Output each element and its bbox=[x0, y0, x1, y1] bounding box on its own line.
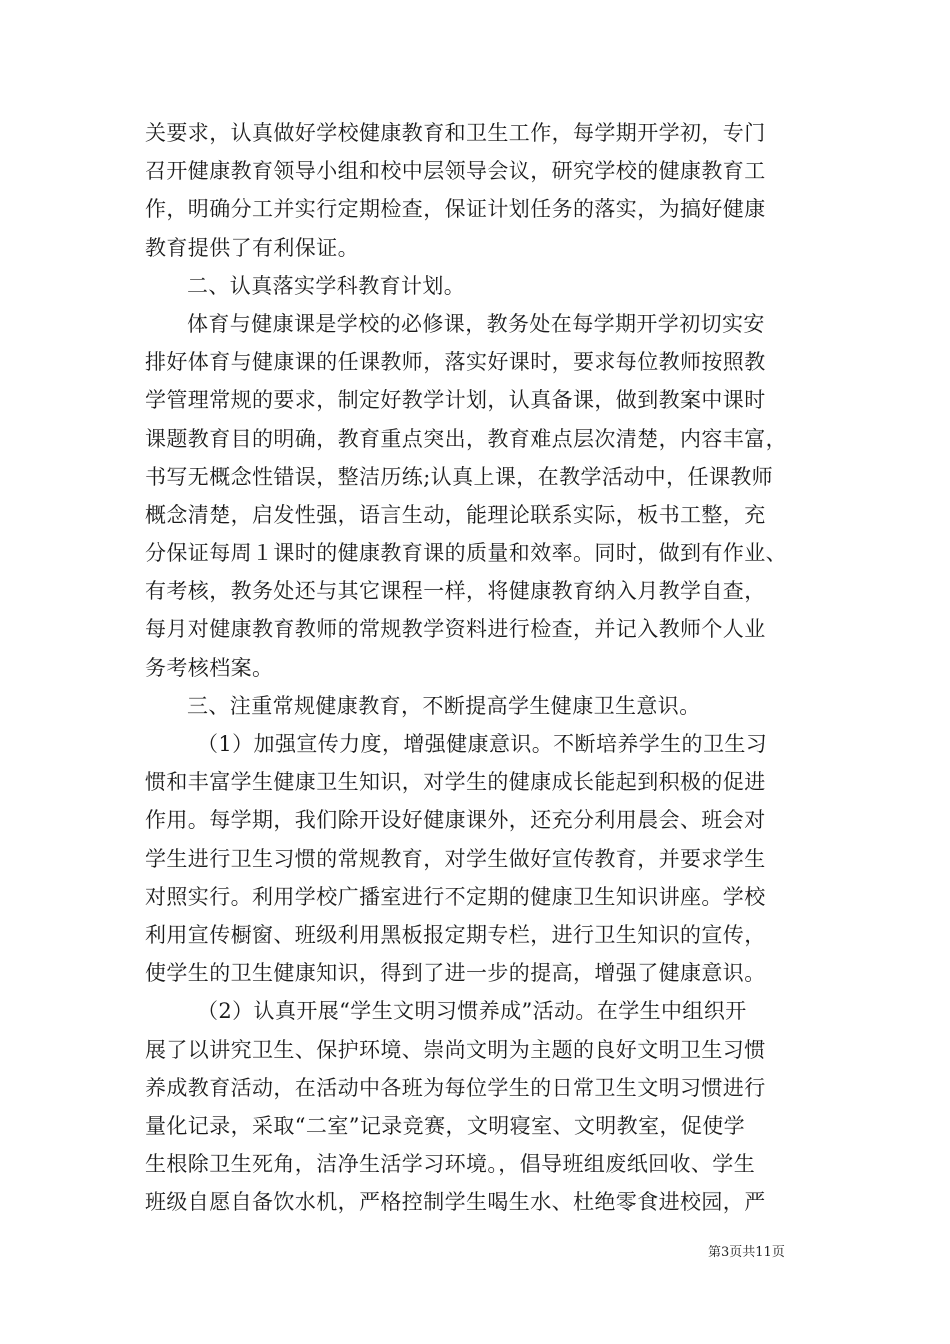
paragraph-first-line: （1）加强宣传力度，增强健康意识。不断培养学生的卫生习 bbox=[197, 732, 768, 756]
text-line: 每月对健康教育教师的常规教学资料进行检查，并记入教师个人业 bbox=[145, 617, 766, 642]
page-number: 第3页共11页 bbox=[708, 1245, 785, 1260]
text-line: 召开健康教育领导小组和校中层领导会议，研究学校的健康教育工 bbox=[145, 159, 766, 184]
text-line: 教育提供了有利保证。 bbox=[145, 235, 359, 260]
text-line: 务考核档案。 bbox=[145, 655, 274, 680]
text-line: 概念清楚，启发性强，语言生动，能理论联系实际，板书工整，充 bbox=[145, 502, 766, 527]
document-body bbox=[145, 114, 813, 1221]
text-line: 养成教育活动，在活动中各班为每位学生的日常卫生文明习惯进行 bbox=[145, 1075, 766, 1100]
text-line: 作，明确分工并实行定期检查，保证计划任务的落实，为搞好健康 bbox=[145, 197, 766, 222]
paragraph-first-line: 体育与健康课是学校的必修课，教务处在每学期开学初切实安 bbox=[187, 311, 765, 336]
text-line: 使学生的卫生健康知识，得到了进一步的提高，增强了健康意识。 bbox=[145, 961, 766, 986]
paragraph-first-line: （2）认真开展“学生文明习惯养成”活动。在学生中组织开 bbox=[197, 999, 747, 1024]
text-line: 展了以讲究卫生、保护环境、崇尚文明为主题的良好文明卫生习惯 bbox=[145, 1037, 766, 1062]
text-line: 关要求，认真做好学校健康教育和卫生工作，每学期开学初，专门 bbox=[145, 121, 766, 145]
text-line: 学生进行卫生习惯的常规教育，对学生做好宣传教育，并要求学生 bbox=[145, 846, 766, 871]
text-line: 惯和丰富学生健康卫生知识，对学生的健康成长能起到积极的促进 bbox=[145, 770, 766, 795]
text-line: 生根除卫生死角，洁净生活学习环境。，倡导班组废纸回收、学生 bbox=[145, 1152, 756, 1177]
section-heading: 三、注重常规健康教育，不断提高学生健康卫生意识。 bbox=[187, 693, 701, 718]
text-line: 作用。每学期，我们除开设好健康课外，还充分利用晨会、班会对 bbox=[145, 808, 766, 833]
text-line: 学管理常规的要求，制定好教学计划，认真备课，做到教案中课时 bbox=[145, 388, 766, 413]
text-line: 对照实行。利用学校广播室进行不定期的健康卫生知识讲座。学校 bbox=[145, 884, 766, 909]
text-line: 分保证每周１课时的健康教育课的质量和效率。同时，做到有作业、 bbox=[145, 541, 787, 566]
text-line: 有考核，教务处还与其它课程一样，将健康教育纳入月教学自查， bbox=[145, 579, 766, 604]
section-heading: 二、认真落实学科教育计划。 bbox=[187, 273, 466, 298]
text-line: 书写无概念性错误，整洁历练;认真上课，在教学活动中，任课教师 bbox=[145, 464, 774, 489]
text-line: 利用宣传橱窗、班级利用黑板报定期专栏，进行卫生知识的宣传， bbox=[145, 922, 766, 947]
text-line: 班级自愿自备饮水机，严格控制学生喝生水、杜绝零食进校园，严 bbox=[145, 1190, 766, 1215]
text-line: 课题教育目的明确，教育重点突出，教育难点层次清楚，内容丰富， bbox=[145, 426, 787, 451]
text-line: 排好体育与健康课的任课教师，落实好课时，要求每位教师按照教 bbox=[145, 350, 766, 375]
text-line: 量化记录，采取“二室”记录竞赛，文明寝室、文明教室，促使学 bbox=[145, 1113, 746, 1138]
